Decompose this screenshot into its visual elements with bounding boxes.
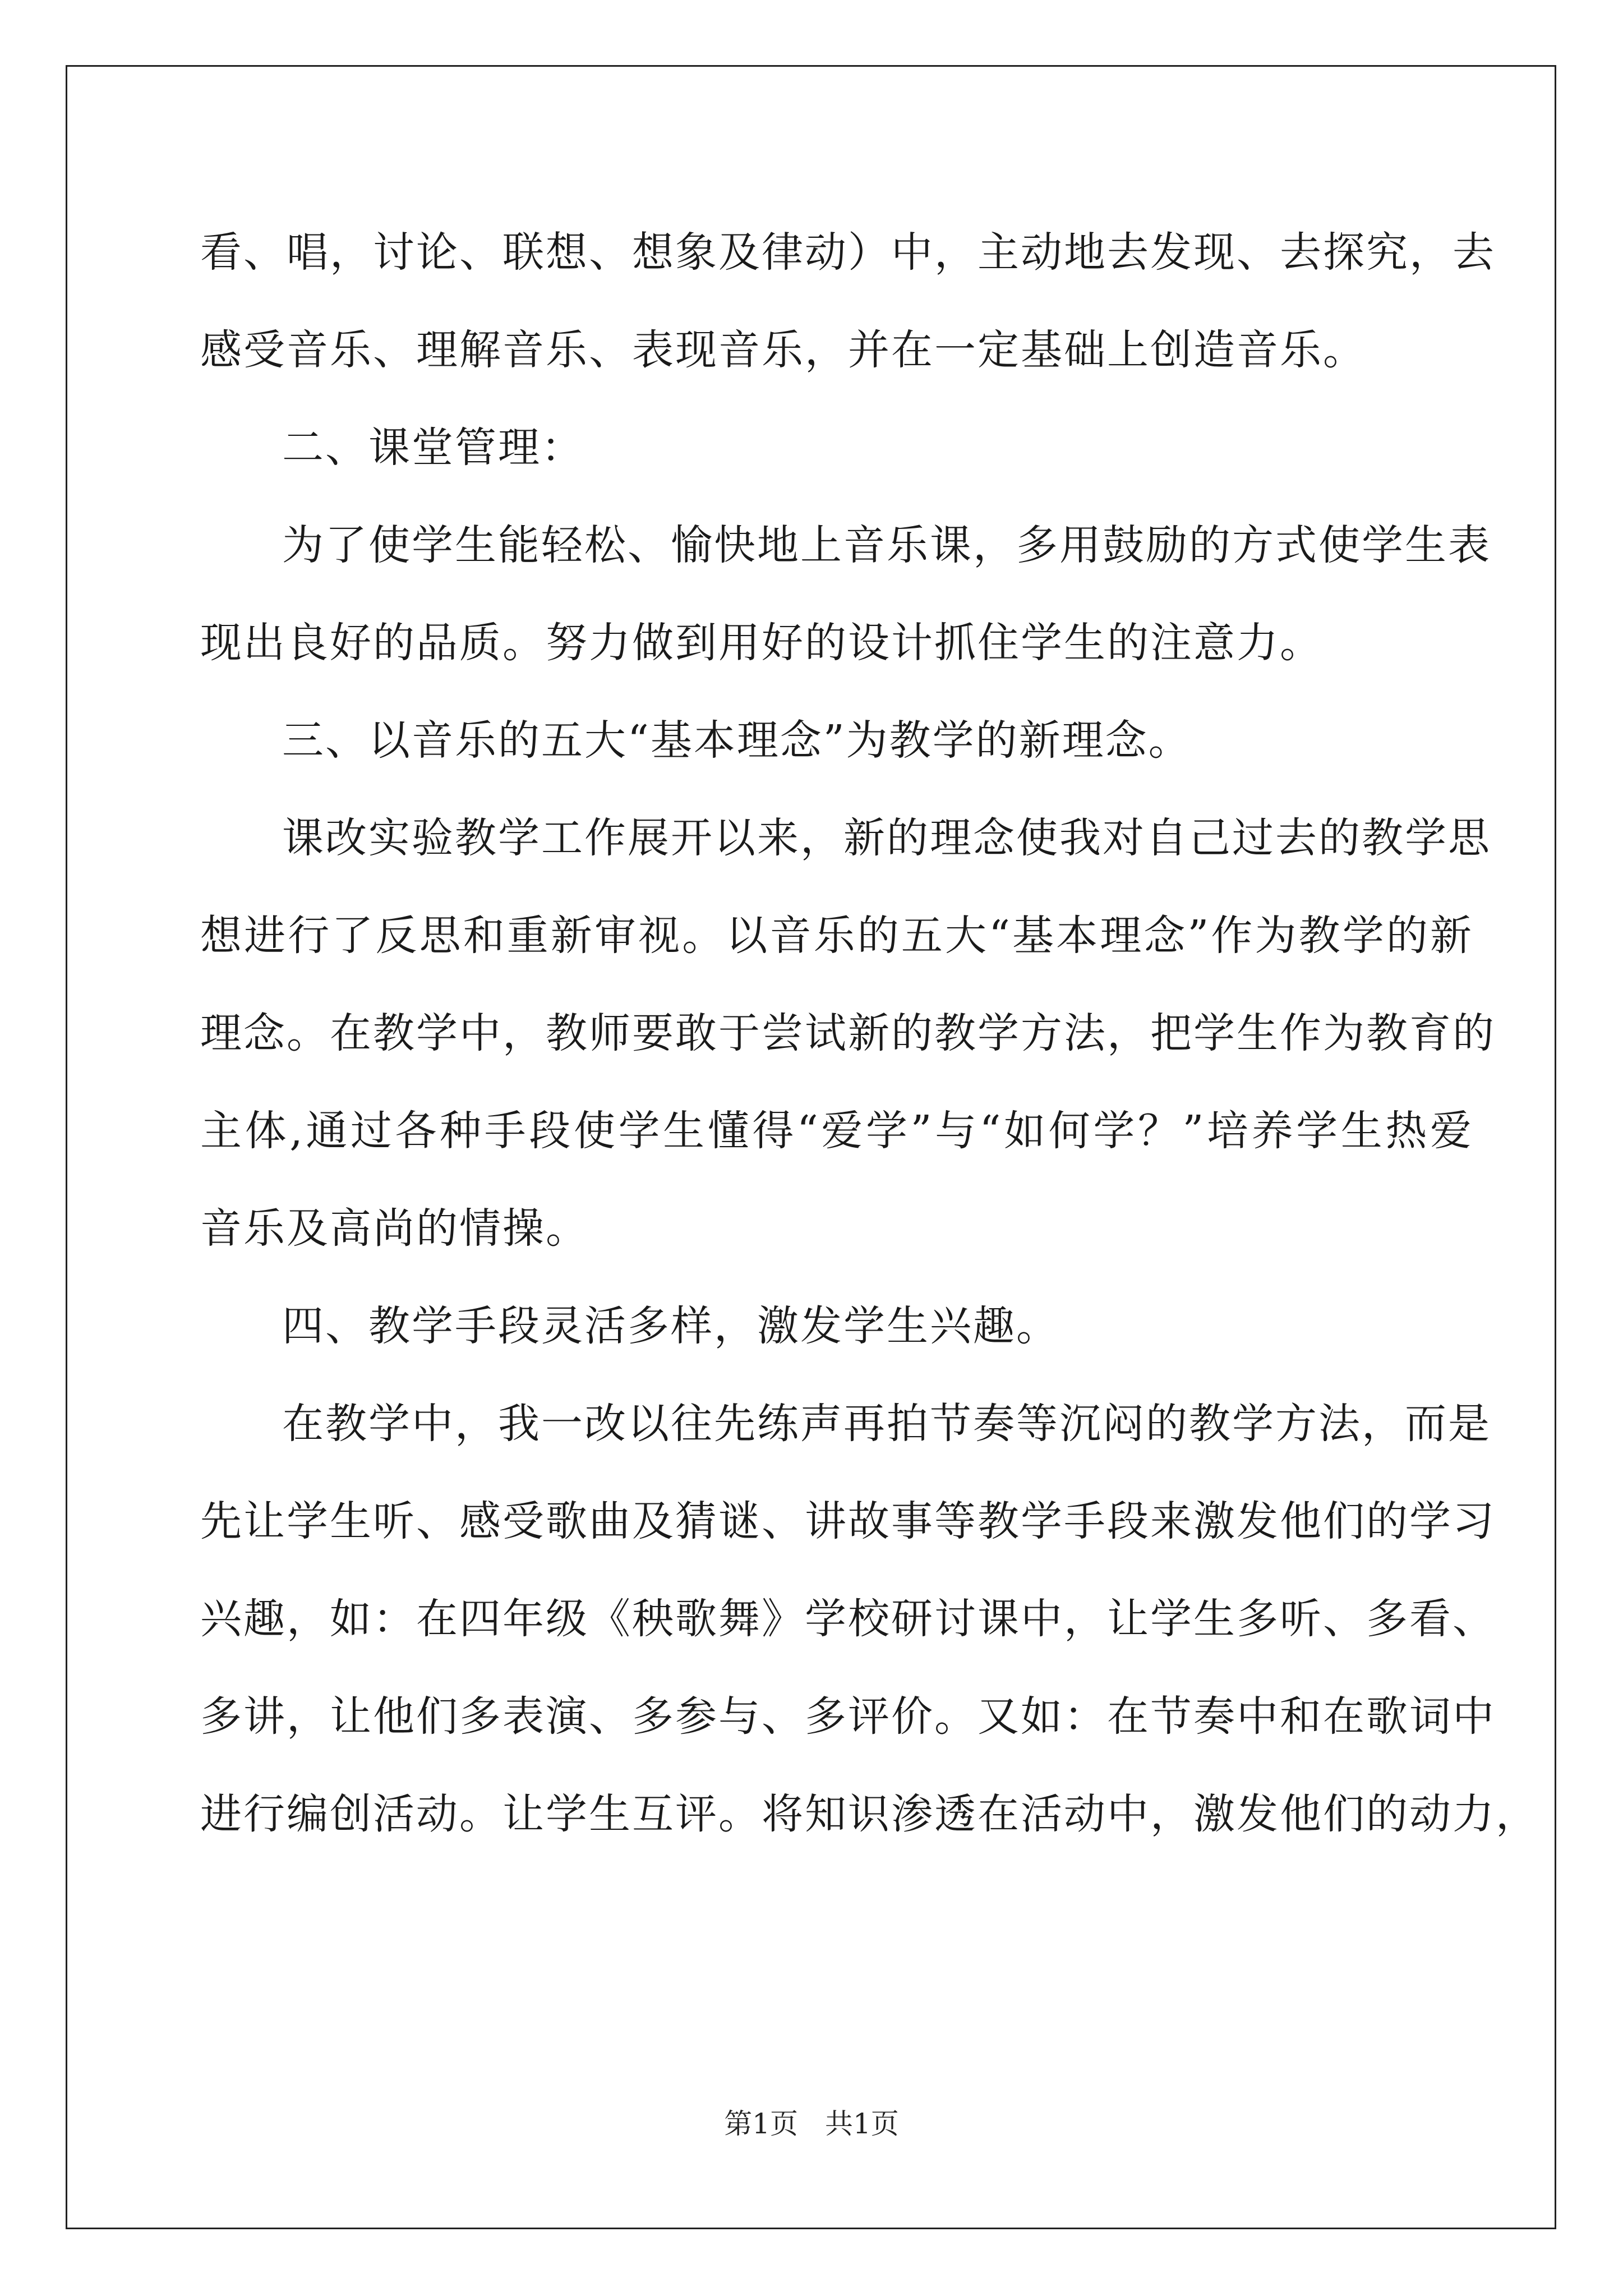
page-number: 第1页 xyxy=(724,2108,798,2140)
text-line: 音乐及高尚的情操。 xyxy=(200,1204,589,1253)
page-total: 共1页 xyxy=(825,2108,899,2140)
text-line: 理念。在教学中，教师要敢于尝试新的教学方法，把学生作为教育的 xyxy=(200,1009,1496,1057)
text-line: 在教学中，我一改以往先练声再拍节奏等沉闷的教学方法，而是 xyxy=(282,1400,1491,1448)
page-footer xyxy=(0,2107,1623,2141)
text-line: 先让学生听、感受歌曲及猜谜、讲故事等教学手段来激发他们的学习 xyxy=(200,1497,1496,1545)
section-heading: 二、课堂管理： xyxy=(282,424,584,472)
text-line: 兴趣，如：在四年级《秧歌舞》学校研讨课中，让学生多听、多看、 xyxy=(200,1595,1496,1643)
text-line: 课改实验教学工作展开以来，新的理念使我对自己过去的教学思 xyxy=(282,814,1491,862)
text-line: 主体,通过各种手段使学生懂得“爱学”与“如何学？”培养学生热爱 xyxy=(200,1107,1473,1155)
section-heading: 四、教学手段灵活多样，激发学生兴趣。 xyxy=(282,1302,1059,1350)
text-line: 想进行了反思和重新审视。以音乐的五大“基本理念”作为教学的新 xyxy=(200,912,1473,960)
text-line: 为了使学生能轻松、愉快地上音乐课，多用鼓励的方式使学生表 xyxy=(282,521,1491,569)
text-line: 多讲，让他们多表演、多参与、多评价。又如：在节奏中和在歌词中 xyxy=(200,1692,1496,1741)
section-heading: 三、以音乐的五大“基本理念”为教学的新理念。 xyxy=(282,716,1192,765)
text-line: 感受音乐、理解音乐、表现音乐，并在一定基础上创造音乐。 xyxy=(200,326,1366,374)
text-line: 现出良好的品质。努力做到用好的设计抓住学生的注意力。 xyxy=(200,619,1323,667)
text-line: 看、唱，讨论、联想、想象及律动）中，主动地去发现、去探究，去 xyxy=(200,228,1496,277)
text-line: 进行编创活动。让学生互评。将知识渗透在活动中，激发他们的动力， xyxy=(200,1790,1539,1838)
document-body xyxy=(200,212,1539,1871)
